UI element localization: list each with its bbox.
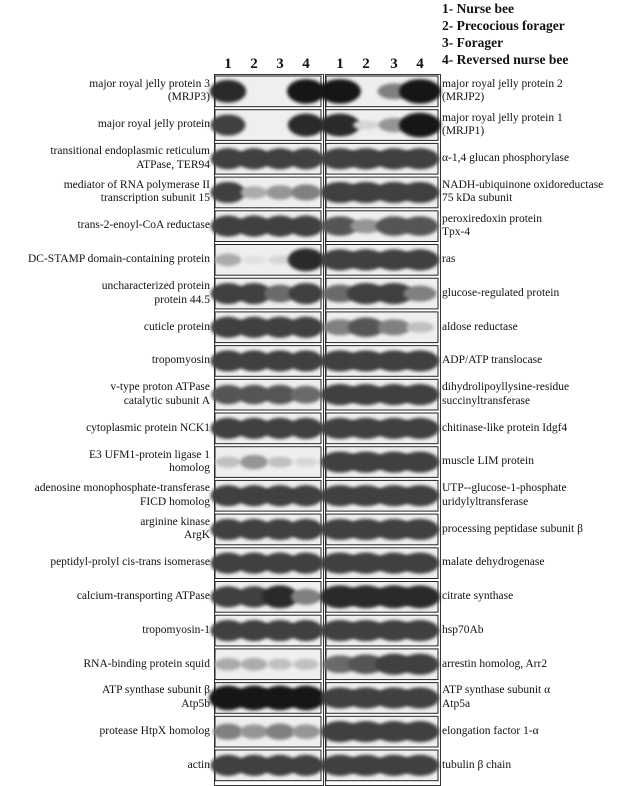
blot-panel-right-17 [321,615,439,646]
band-right-row19-lane4 [401,687,439,708]
band-left-row18-lane2 [241,658,268,671]
band-left-row20-lane3 [265,724,295,740]
blot-panel-right-1 [319,76,441,107]
protein-label-left-15 [0,556,210,570]
blot-panel-right-15 [321,548,439,579]
blot-panel-left-1 [210,76,325,107]
protein-label-line: 75 kDa subunit [442,192,513,205]
protein-label-left-7 [0,280,210,307]
blot-panel-left-3 [211,143,324,174]
protein-label-right-2 [442,112,625,139]
blot-panel-right-21 [321,750,439,781]
band-right-row6-lane4 [401,249,439,270]
protein-label-line: hsp70Ab [442,623,484,636]
band-left-row4-lane2 [241,186,268,199]
blot-panel-right-5 [322,211,439,242]
blot-panel-left-12 [215,447,321,478]
protein-label-line: mediator of RNA polymerase II [63,178,210,191]
band-right-row20-lane4 [401,721,439,742]
protein-label-line: (MRJP3) [167,91,210,104]
protein-label-right-1 [442,78,625,105]
protein-label-line: arginine kinase [140,515,210,528]
band-left-row4-lane1 [211,182,246,203]
band-left-row3-lane4 [289,148,324,169]
protein-label-line: ArgK [184,529,210,542]
band-left-row11-lane4 [289,418,324,439]
blot-panel-left-19 [209,683,325,714]
protein-label-left-3 [0,145,210,172]
protein-label-left-13 [0,482,210,509]
blot-panel-left-9 [211,346,324,377]
protein-label-right-11 [442,422,625,436]
protein-label-right-18 [442,658,625,672]
protein-label-line: adenosine monophosphate-transferase [34,482,210,495]
band-left-row9-lane4 [289,350,324,371]
band-right-row21-lane4 [401,755,439,776]
protein-label-left-19 [0,684,210,711]
protein-label-line: citrate synthase [442,590,514,603]
protein-label-line: dihydrolipoyllysine-residue [442,381,570,394]
protein-label-left-16 [0,590,210,604]
protein-label-line: muscle LIM protein [442,455,534,468]
blot-panel-right-2 [320,110,441,141]
band-left-row8-lane4 [289,317,324,338]
blot-panel-right-18 [323,649,440,680]
band-right-row4-lane4 [401,182,439,203]
band-right-row5-lane4 [402,216,439,235]
protein-label-right-21 [442,759,625,773]
protein-label-left-18 [0,658,210,672]
blot-panel-right-11 [321,413,439,444]
protein-label-line: α-1,4 glucan phosphorylase [442,152,570,164]
protein-label-line: calcium-transporting ATPase [76,590,210,603]
blot-panel-left-20 [213,716,321,747]
protein-label-line: major royal jelly protein 1 [442,111,563,124]
band-right-row12-lane4 [401,451,439,472]
protein-label-left-6 [0,253,210,267]
legend-item-4: 4- Reversed nurse bee [442,52,569,67]
protein-label-right-20 [442,725,625,739]
band-right-row7-lane4 [404,285,437,301]
blot-panel-left-13 [211,480,324,511]
blot-panel-left-8 [211,312,324,343]
blot-panel-right-6 [321,245,439,276]
protein-label-left-11 [0,422,210,436]
band-right-row9-lane4 [401,350,439,371]
band-right-row17-lane4 [401,620,439,641]
band-left-row5-lane4 [289,216,324,237]
blot-panel-right-14 [321,514,439,545]
band-left-row16-lane4 [291,589,321,605]
band-left-row12-lane1 [215,457,240,468]
blot-panel-right-7 [323,278,438,309]
blot-panel-right-12 [321,447,439,478]
band-left-row18-lane3 [267,659,292,670]
protein-label-right-16 [442,590,625,604]
band-left-row10-lane4 [290,386,322,404]
blot-panel-right-4 [321,177,439,208]
band-left-row2-lane4 [288,114,324,137]
lane-label-left-1: 1 [224,56,232,72]
blot-panel-right-13 [321,480,439,511]
band-left-row4-lane4 [291,184,321,200]
protein-label-left-9 [0,354,210,368]
blot-panel-left-10 [211,379,321,410]
protein-label-line: major royal jelly protein 3 [89,77,210,90]
legend-item-3: 3- Forager [442,35,504,50]
band-left-row13-lane4 [289,485,324,506]
protein-label-line: chitinase-like protein Idgf4 [442,421,568,434]
protein-label-line: protease HtpX homolog [99,724,210,737]
protein-label-line: UTP--glucose-1-phosphate [442,482,567,495]
protein-label-line: elongation factor 1-α [442,724,539,737]
band-right-row3-lane4 [401,148,439,169]
blot-panel-right-9 [321,346,439,377]
blot-panel-right-8 [324,312,439,343]
protein-label-right-14 [442,523,625,537]
protein-label-line: FICD homolog [140,495,210,508]
protein-label-line: ATPase, TER94 [136,158,210,171]
band-right-row8-lane4 [406,322,434,333]
protein-label-line: aldose reductase [442,320,518,333]
protein-label-line: trans-2-enoyl-CoA reductase [77,219,210,232]
protein-label-left-2 [0,118,210,132]
protein-label-right-12 [442,455,625,469]
protein-label-line: major royal jelly protein 2 [442,77,563,90]
protein-label-left-21 [0,759,210,773]
protein-label-right-9 [442,354,625,368]
protein-label-left-5 [0,219,210,233]
blot-panel-left-16 [211,582,321,613]
protein-label-right-7 [442,287,625,301]
protein-label-right-8 [442,321,625,335]
band-right-row1-lane1 [319,79,361,104]
protein-label-left-17 [0,624,210,638]
band-left-row6-lane1 [215,253,242,266]
blot-panel-left-14 [211,514,324,545]
protein-label-line: RNA-binding protein squid [83,657,210,670]
protein-label-line: DC-STAMP domain-containing protein [28,253,210,266]
band-right-row15-lane4 [401,553,439,574]
blot-panel-right-19 [321,683,439,714]
band-left-row6-lane4 [288,248,324,271]
band-right-row14-lane4 [401,519,439,540]
blot-panel-left-11 [211,413,324,444]
protein-label-left-20 [0,725,210,739]
lane-label-left-3: 3 [276,56,284,72]
protein-label-line: glucose-regulated protein [442,286,560,299]
protein-label-line: Atp5b [181,697,210,710]
band-left-row21-lane4 [289,755,324,776]
band-right-row1-lane4 [399,79,441,104]
protein-label-right-15 [442,556,625,570]
blot-panel-left-6 [215,245,325,276]
band-left-row12-lane2 [240,455,268,469]
band-left-row19-lane4 [287,686,325,711]
band-left-row7-lane4 [289,283,324,304]
lane-label-left-2: 2 [250,56,258,72]
legend-item-2: 2- Precocious forager [442,18,565,33]
protein-label-line: cytoplasmic protein NCK1 [86,421,210,434]
protein-label-right-5 [442,213,625,240]
band-left-row4-lane3 [266,185,294,199]
protein-label-line: Tpx-4 [442,226,471,239]
blot-panel-left-5 [211,211,324,242]
protein-label-line: v-type proton ATPase [110,381,210,394]
protein-label-line: ATP synthase subunit β [102,684,210,697]
protein-label-line: arrestin homolog, Arr2 [442,657,548,670]
band-left-row6-lane2 [243,256,266,265]
protein-label-line: major royal jelly protein [97,118,210,131]
lane-label-left-4: 4 [302,56,310,72]
protein-label-left-1 [0,78,210,105]
band-left-row2-lane1 [211,114,246,135]
protein-label-left-12 [0,449,210,476]
band-left-row15-lane4 [289,553,324,574]
protein-label-right-19 [442,684,625,711]
protein-label-line: transitional endoplasmic reticulum [50,145,210,158]
protein-label-line: peroxiredoxin protein [442,212,542,225]
protein-label-right-17 [442,624,625,638]
protein-label-line: homolog [169,462,210,475]
band-left-row20-lane2 [240,724,268,738]
blot-panel-right-3 [321,143,439,174]
protein-label-line: tubulin β chain [442,758,512,771]
blot-panel-left-2 [211,110,325,141]
protein-label-line: actin [187,758,210,771]
protein-label-right-6 [442,253,625,267]
protein-label-line: ATP synthase subunit α [442,684,551,697]
protein-label-line: cuticle protein [143,320,210,333]
protein-label-left-14 [0,516,210,543]
lane-label-right-1: 1 [336,56,344,72]
protein-label-line: processing peptidase subunit β [442,522,583,535]
blot-panel-left-18 [215,649,321,680]
band-right-row11-lane4 [401,418,439,439]
band-right-row13-lane4 [401,485,439,506]
blot-panel-left-4 [211,177,321,208]
band-left-row20-lane1 [213,724,243,740]
band-left-row1-lane1 [210,80,246,103]
blot-panel-left-21 [211,750,324,781]
protein-label-left-10 [0,381,210,408]
protein-label-line: catalytic subunit A [123,394,210,407]
blot-panel-left-7 [211,278,324,309]
legend-item-1: 1- Nurse bee [442,1,514,16]
band-left-row14-lane4 [289,519,324,540]
protein-label-line: tropomyosin-1 [142,623,210,636]
band-right-row2-lane4 [399,113,441,138]
protein-label-line: ras [442,253,456,266]
protein-label-line: peptidyl-prolyl cis-trans isomerase [50,556,210,569]
band-right-row2-lane2 [353,120,379,129]
band-left-row20-lane4 [292,724,320,738]
band-left-row17-lane4 [289,620,324,641]
lane-label-right-4: 4 [416,56,424,72]
protein-label-line: Atp5a [442,697,471,710]
protein-label-line: tropomyosin [151,354,210,367]
band-right-row8-lane3 [378,319,411,335]
band-left-row12-lane3 [267,457,292,468]
protein-label-line: uridylyltransferase [442,495,529,508]
protein-label-line: protein 44.5 [154,293,210,306]
protein-label-line: (MRJP2) [442,91,485,104]
blot-panel-right-20 [321,716,439,747]
protein-label-right-3 [442,152,625,166]
protein-label-line: succinyltransferase [442,394,531,407]
band-left-row18-lane1 [215,658,242,671]
protein-label-line: (MRJP1) [442,125,485,138]
protein-label-line: transcription subunit 15 [100,192,210,205]
blot-panel-right-16 [320,582,440,613]
band-right-row10-lane4 [401,384,439,405]
protein-label-line: E3 UFM1-protein ligase 1 [88,448,210,461]
band-right-row18-lane4 [401,654,439,675]
protein-label-line: malate dehydrogenase [442,556,545,569]
protein-label-left-4 [0,179,210,206]
blot-panel-right-10 [321,379,439,410]
protein-label-right-13 [442,482,625,509]
protein-label-line: NADH-ubiquinone oxidoreductase [442,178,604,191]
protein-label-right-4 [442,179,625,206]
band-left-row18-lane4 [293,659,318,670]
band-right-row16-lane4 [400,585,440,608]
lane-label-right-2: 2 [362,56,370,72]
protein-label-right-10 [442,381,625,408]
band-left-row12-lane4 [294,457,318,466]
lane-label-right-3: 3 [390,56,398,72]
protein-label-line: ADP/ATP translocase [442,354,543,367]
protein-label-line: uncharacterized protein [101,280,210,293]
protein-label-left-8 [0,321,210,335]
blot-panel-left-15 [211,548,324,579]
blot-panel-left-17 [211,615,324,646]
